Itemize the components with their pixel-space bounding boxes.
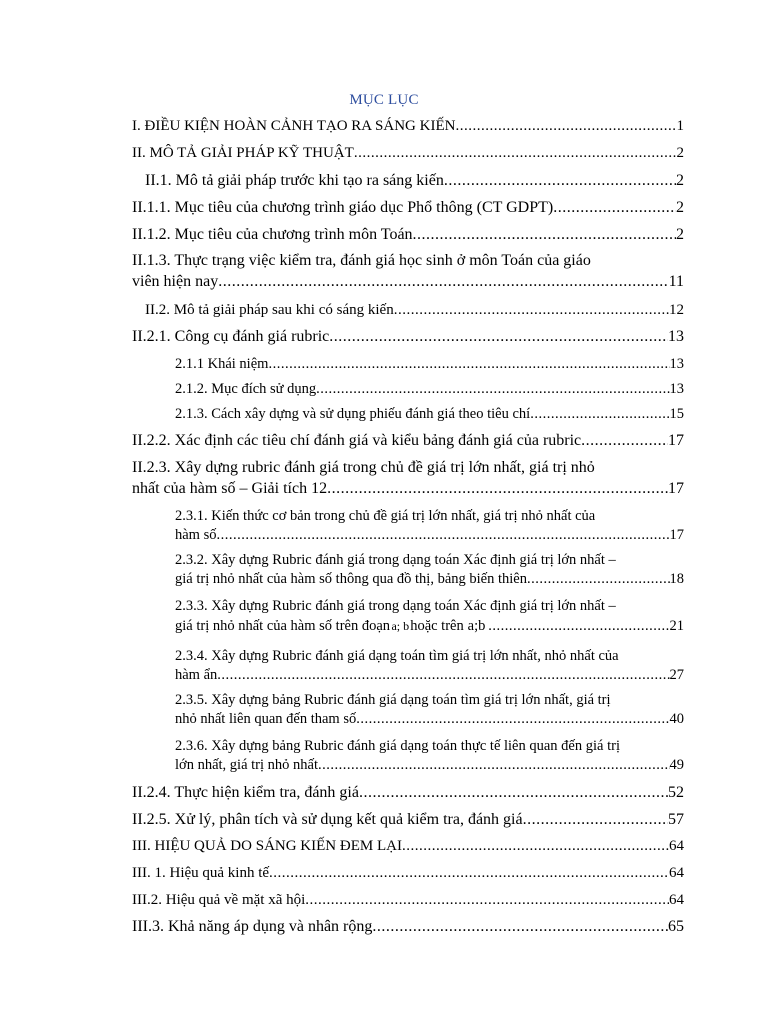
toc-entry[interactable] <box>175 738 684 774</box>
toc-entry[interactable] <box>175 508 684 544</box>
toc-entry-first-line: 2.3.6. Xây dựng bảng Rubric đánh giá dạng toán thực tế liên quan đến giá trị <box>175 738 620 754</box>
toc-entry-first-line: 2.3.3. Xây dựng Rubric đánh giá trong dạng toán Xác định giá trị lớn nhất – <box>175 598 616 614</box>
toc-page-number: 18 <box>669 571 684 587</box>
toc-page-number: 12 <box>669 302 684 318</box>
toc-entry-text: viên hiện nay <box>132 273 219 290</box>
toc-entry-first-line: 2.3.1. Kiến thức cơ bản trong chủ đề giá trị lớn nhất, giá trị nhỏ nhất của <box>175 508 596 524</box>
toc-page-number: 1 <box>676 118 684 134</box>
leader-dots <box>216 527 669 544</box>
leader-dots <box>269 865 669 882</box>
toc-page-number: 64 <box>669 838 684 854</box>
toc-page-number: 52 <box>668 784 684 801</box>
toc-entry-text: II.2.4. Thực hiện kiểm tra, đánh giá <box>132 784 359 801</box>
toc-entry-text: III.3. Khả năng áp dụng và nhân rộng <box>132 918 373 935</box>
toc-entry-text: 2.1.2. Mục đích sử dụng <box>175 381 317 397</box>
toc-page-number: 2 <box>676 172 684 189</box>
toc-page-number: 11 <box>668 273 684 290</box>
toc-entry-text: giá trị nhỏ nhất của hàm số thông qua đồ thị, bảng biến thiên <box>175 571 527 587</box>
leader-dots <box>356 711 669 728</box>
leader-dots <box>581 432 668 450</box>
toc-entry-text: II.1.1. Mục tiêu của chương trình giáo dục Phổ thông (CT GDPT) <box>132 199 554 216</box>
toc-entry-text: 2.1.3. Cách xây dựng và sử dụng phiếu đánh giá theo tiêu chí <box>175 406 531 422</box>
toc-page-number: 57 <box>668 811 684 828</box>
interval-closed-math: a; b <box>391 619 410 633</box>
toc-entry-text: I. ĐIỀU KIỆN HOÀN CẢNH TẠO RA SÁNG KIẾN <box>132 118 456 134</box>
toc-entry-first-line: 2.3.2. Xây dựng Rubric đánh giá trong dạng toán Xác định giá trị lớn nhất – <box>175 552 616 568</box>
toc-page-number: 27 <box>669 667 684 683</box>
toc-entry[interactable] <box>132 328 684 346</box>
leader-dots <box>444 172 676 190</box>
leader-dots <box>318 757 670 774</box>
leader-dots <box>218 273 668 291</box>
toc-entry[interactable] <box>175 356 684 373</box>
toc-entry-text: II.1. Mô tả giải pháp trước khi tạo ra sáng kiến <box>145 172 444 189</box>
toc-entry[interactable] <box>132 892 684 909</box>
toc-entry[interactable] <box>132 226 684 244</box>
toc-page-number: 2 <box>676 226 684 243</box>
toc-entry[interactable] <box>175 598 684 635</box>
toc-page-number: 40 <box>669 711 684 727</box>
leader-dots <box>217 667 669 684</box>
toc-entry-text: hàm ẩn <box>175 667 218 683</box>
leader-dots <box>305 892 669 909</box>
toc-entry-first-line: 2.3.4. Xây dựng Rubric đánh giá dạng toán tìm giá trị lớn nhất, nhỏ nhất của <box>175 648 619 664</box>
toc-entry-mid-text: hoặc trên <box>410 618 464 634</box>
toc-entry-text: III.2. Hiệu quả về mặt xã hội <box>132 892 306 908</box>
toc-entry[interactable] <box>145 172 684 190</box>
toc-page-number: 65 <box>668 918 684 935</box>
toc-entry-text: II.2. Mô tả giải pháp sau khi có sáng kiến <box>145 302 394 318</box>
toc-entry[interactable] <box>132 811 684 829</box>
leader-dots <box>354 145 677 162</box>
toc-entry[interactable] <box>132 432 684 450</box>
toc-entry[interactable] <box>175 648 684 684</box>
leader-dots <box>268 356 669 373</box>
leader-dots <box>329 328 668 346</box>
leader-dots <box>359 784 668 802</box>
toc-page-number: 17 <box>668 432 684 449</box>
toc-entry-text: III. 1. Hiệu quả kinh tế <box>132 865 270 881</box>
toc-page-number: 64 <box>669 865 684 881</box>
toc-page-number: 13 <box>668 328 684 345</box>
toc-page-number: 15 <box>669 406 684 422</box>
leader-dots <box>488 618 669 635</box>
toc-entry[interactable] <box>132 918 684 936</box>
toc-entry[interactable] <box>175 552 684 588</box>
toc-entry[interactable] <box>132 118 684 135</box>
toc-page-number: 64 <box>669 892 684 908</box>
toc-entry[interactable] <box>132 784 684 802</box>
toc-entry-text: lớn nhất, giá trị nhỏ nhất <box>175 757 318 773</box>
toc-page-number: 49 <box>669 757 684 773</box>
toc-entry-text: 2.1.1 Khái niệm <box>175 356 269 372</box>
toc-entry-text: III. HIỆU QUẢ DO SÁNG KIẾN ĐEM LẠI <box>132 838 402 854</box>
toc-page-number: 2 <box>676 145 684 161</box>
toc-entry[interactable] <box>175 406 684 423</box>
leader-dots <box>455 118 676 135</box>
toc-entry[interactable] <box>132 459 684 498</box>
leader-dots <box>413 226 676 244</box>
page-title: MỤC LỤC <box>349 92 419 108</box>
toc-page-number: 2 <box>676 199 684 216</box>
toc-entry-first-line: II.1.3. Thực trạng việc kiểm tra, đánh giá học sinh ở môn Toán của giáo <box>132 252 591 269</box>
toc-entry[interactable] <box>132 838 684 855</box>
toc-entry-text: giá trị nhỏ nhất của hàm số trên đoạn <box>175 618 391 634</box>
leader-dots <box>523 811 668 829</box>
leader-dots <box>553 199 676 217</box>
toc-entry[interactable] <box>175 692 684 728</box>
toc-entry-text: II.1.2. Mục tiêu của chương trình môn Toán <box>132 226 413 243</box>
toc-entry-text: II. MÔ TẢ GIẢI PHÁP KỸ THUẬT <box>132 145 354 161</box>
leader-dots <box>394 302 669 319</box>
toc-page-number: 17 <box>669 527 684 543</box>
leader-dots <box>530 406 669 423</box>
toc-entry-first-line: II.2.3. Xây dựng rubric đánh giá trong chủ đề giá trị lớn nhất, giá trị nhỏ <box>132 459 595 476</box>
toc-entry[interactable] <box>132 199 684 217</box>
leader-dots <box>402 838 669 855</box>
toc-entry-text: II.2.5. Xử lý, phân tích và sử dụng kết quả kiểm tra, đánh giá <box>132 811 523 828</box>
toc-entry[interactable] <box>132 865 684 882</box>
toc-page-number: 21 <box>669 618 684 634</box>
toc-entry-text: hàm số <box>175 527 217 543</box>
toc-entry-first-line: 2.3.5. Xây dựng bảng Rubric đánh giá dạng toán tìm giá trị lớn nhất, giá trị <box>175 692 611 708</box>
toc-entry[interactable] <box>175 381 684 398</box>
toc-entry-text: II.2.2. Xác định các tiêu chí đánh giá và kiểu bảng đánh giá của rubric <box>132 432 582 449</box>
toc-entry-text: II.2.1. Công cụ đánh giá rubric <box>132 328 330 345</box>
leader-dots <box>327 480 668 498</box>
leader-dots <box>527 571 670 588</box>
toc-entry-text: nhỏ nhất liên quan đến tham số <box>175 711 357 727</box>
toc-page-number: 17 <box>668 480 684 497</box>
toc-page-number: 13 <box>669 356 684 372</box>
leader-dots <box>372 918 668 936</box>
leader-dots <box>316 381 669 398</box>
toc-page-number: 13 <box>669 381 684 397</box>
toc-entry-text: nhất của hàm số – Giải tích 12 <box>132 480 328 497</box>
toc-entry[interactable] <box>132 252 684 291</box>
toc-entry[interactable] <box>132 145 684 162</box>
interval-open-math: a;b <box>467 618 486 634</box>
toc-entry[interactable] <box>145 302 684 319</box>
